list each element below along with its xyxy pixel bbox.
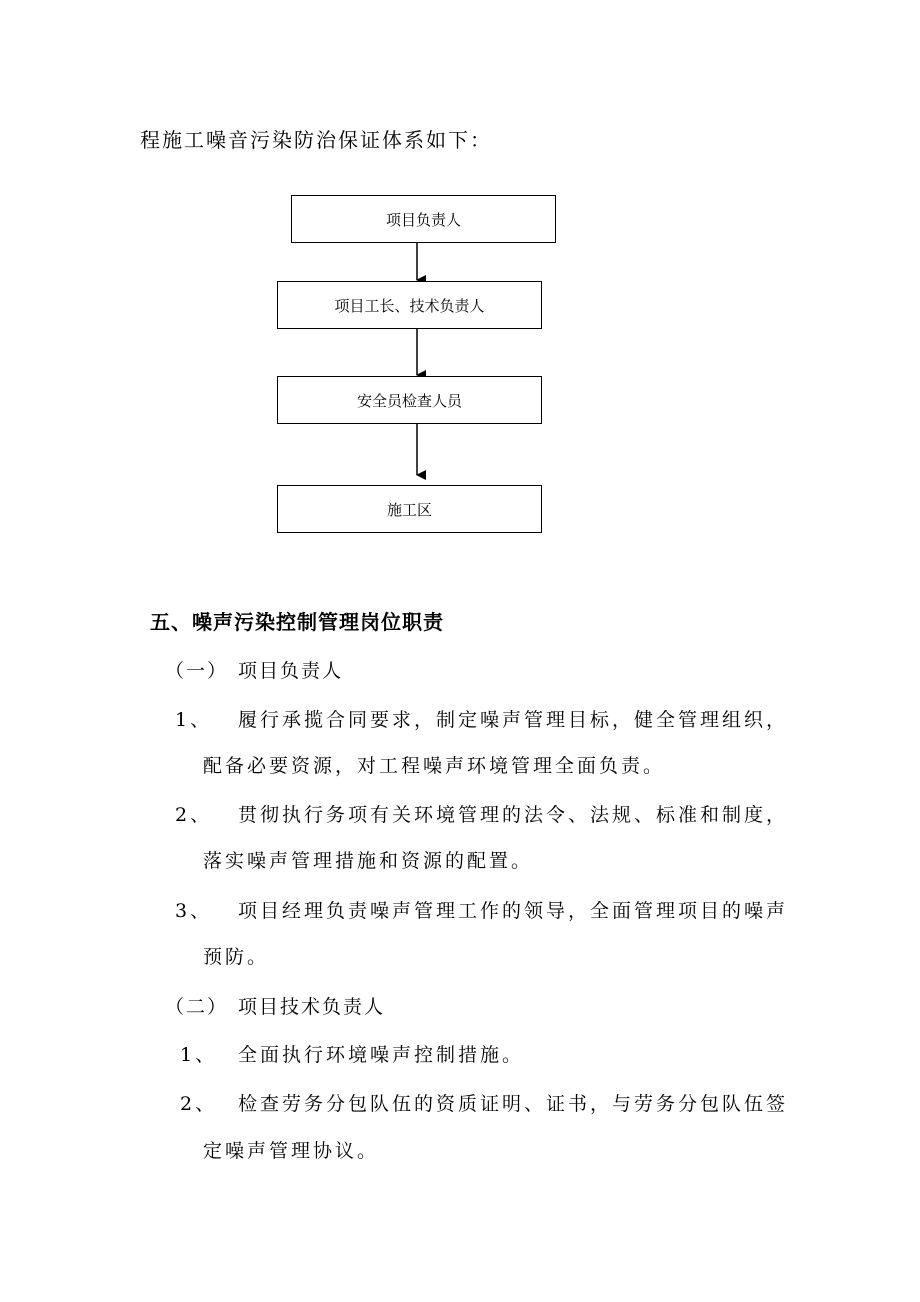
item-1-2-line-2: 落实噪声管理措施和资源的配置。	[203, 850, 534, 872]
item-1-3-number: 3、	[175, 900, 213, 922]
flow-box-construction-area: 施工区	[277, 485, 542, 533]
group-2-title: 项目技术负责人	[238, 996, 386, 1018]
item-1-3-line-1: 项目经理负责噪声管理工作的领导，全面管理项目的噪声	[238, 900, 789, 922]
item-2-1-number: 1、	[180, 1044, 218, 1066]
section-heading: 五、噪声污染控制管理岗位职责	[150, 610, 444, 634]
item-1-2-line-1: 贯彻执行务项有关环境管理的法令、法规、标准和制度，	[238, 804, 789, 826]
item-1-1-line-2: 配备必要资源，对工程噪声环境管理全面负责。	[203, 755, 666, 777]
flow-box-foreman-tech-leader: 项目工长、技术负责人	[277, 281, 542, 329]
item-1-3-line-2: 预防。	[203, 946, 270, 968]
item-1-1-number: 1、	[175, 709, 213, 731]
item-1-2-number: 2、	[175, 804, 213, 826]
group-2-label: （二）	[165, 996, 229, 1018]
item-2-1-line-1: 全面执行环境噪声控制措施。	[238, 1044, 525, 1066]
group-1-title: 项目负责人	[238, 660, 344, 682]
item-2-2-number: 2、	[180, 1093, 218, 1115]
group-1-label: （一）	[165, 660, 229, 682]
flow-box-safety-inspectors: 安全员检查人员	[277, 376, 542, 424]
item-2-2-line-2: 定噪声管理协议。	[203, 1140, 380, 1162]
item-2-2-line-1: 检查劳务分包队伍的资质证明、证书，与劳务分包队伍签	[238, 1093, 789, 1115]
item-1-1-line-1: 履行承揽合同要求，制定噪声管理目标，健全管理组织，	[238, 709, 789, 731]
intro-text: 程施工噪音污染防治保证体系如下：	[140, 128, 492, 152]
flow-box-project-leader: 项目负责人	[291, 195, 556, 243]
